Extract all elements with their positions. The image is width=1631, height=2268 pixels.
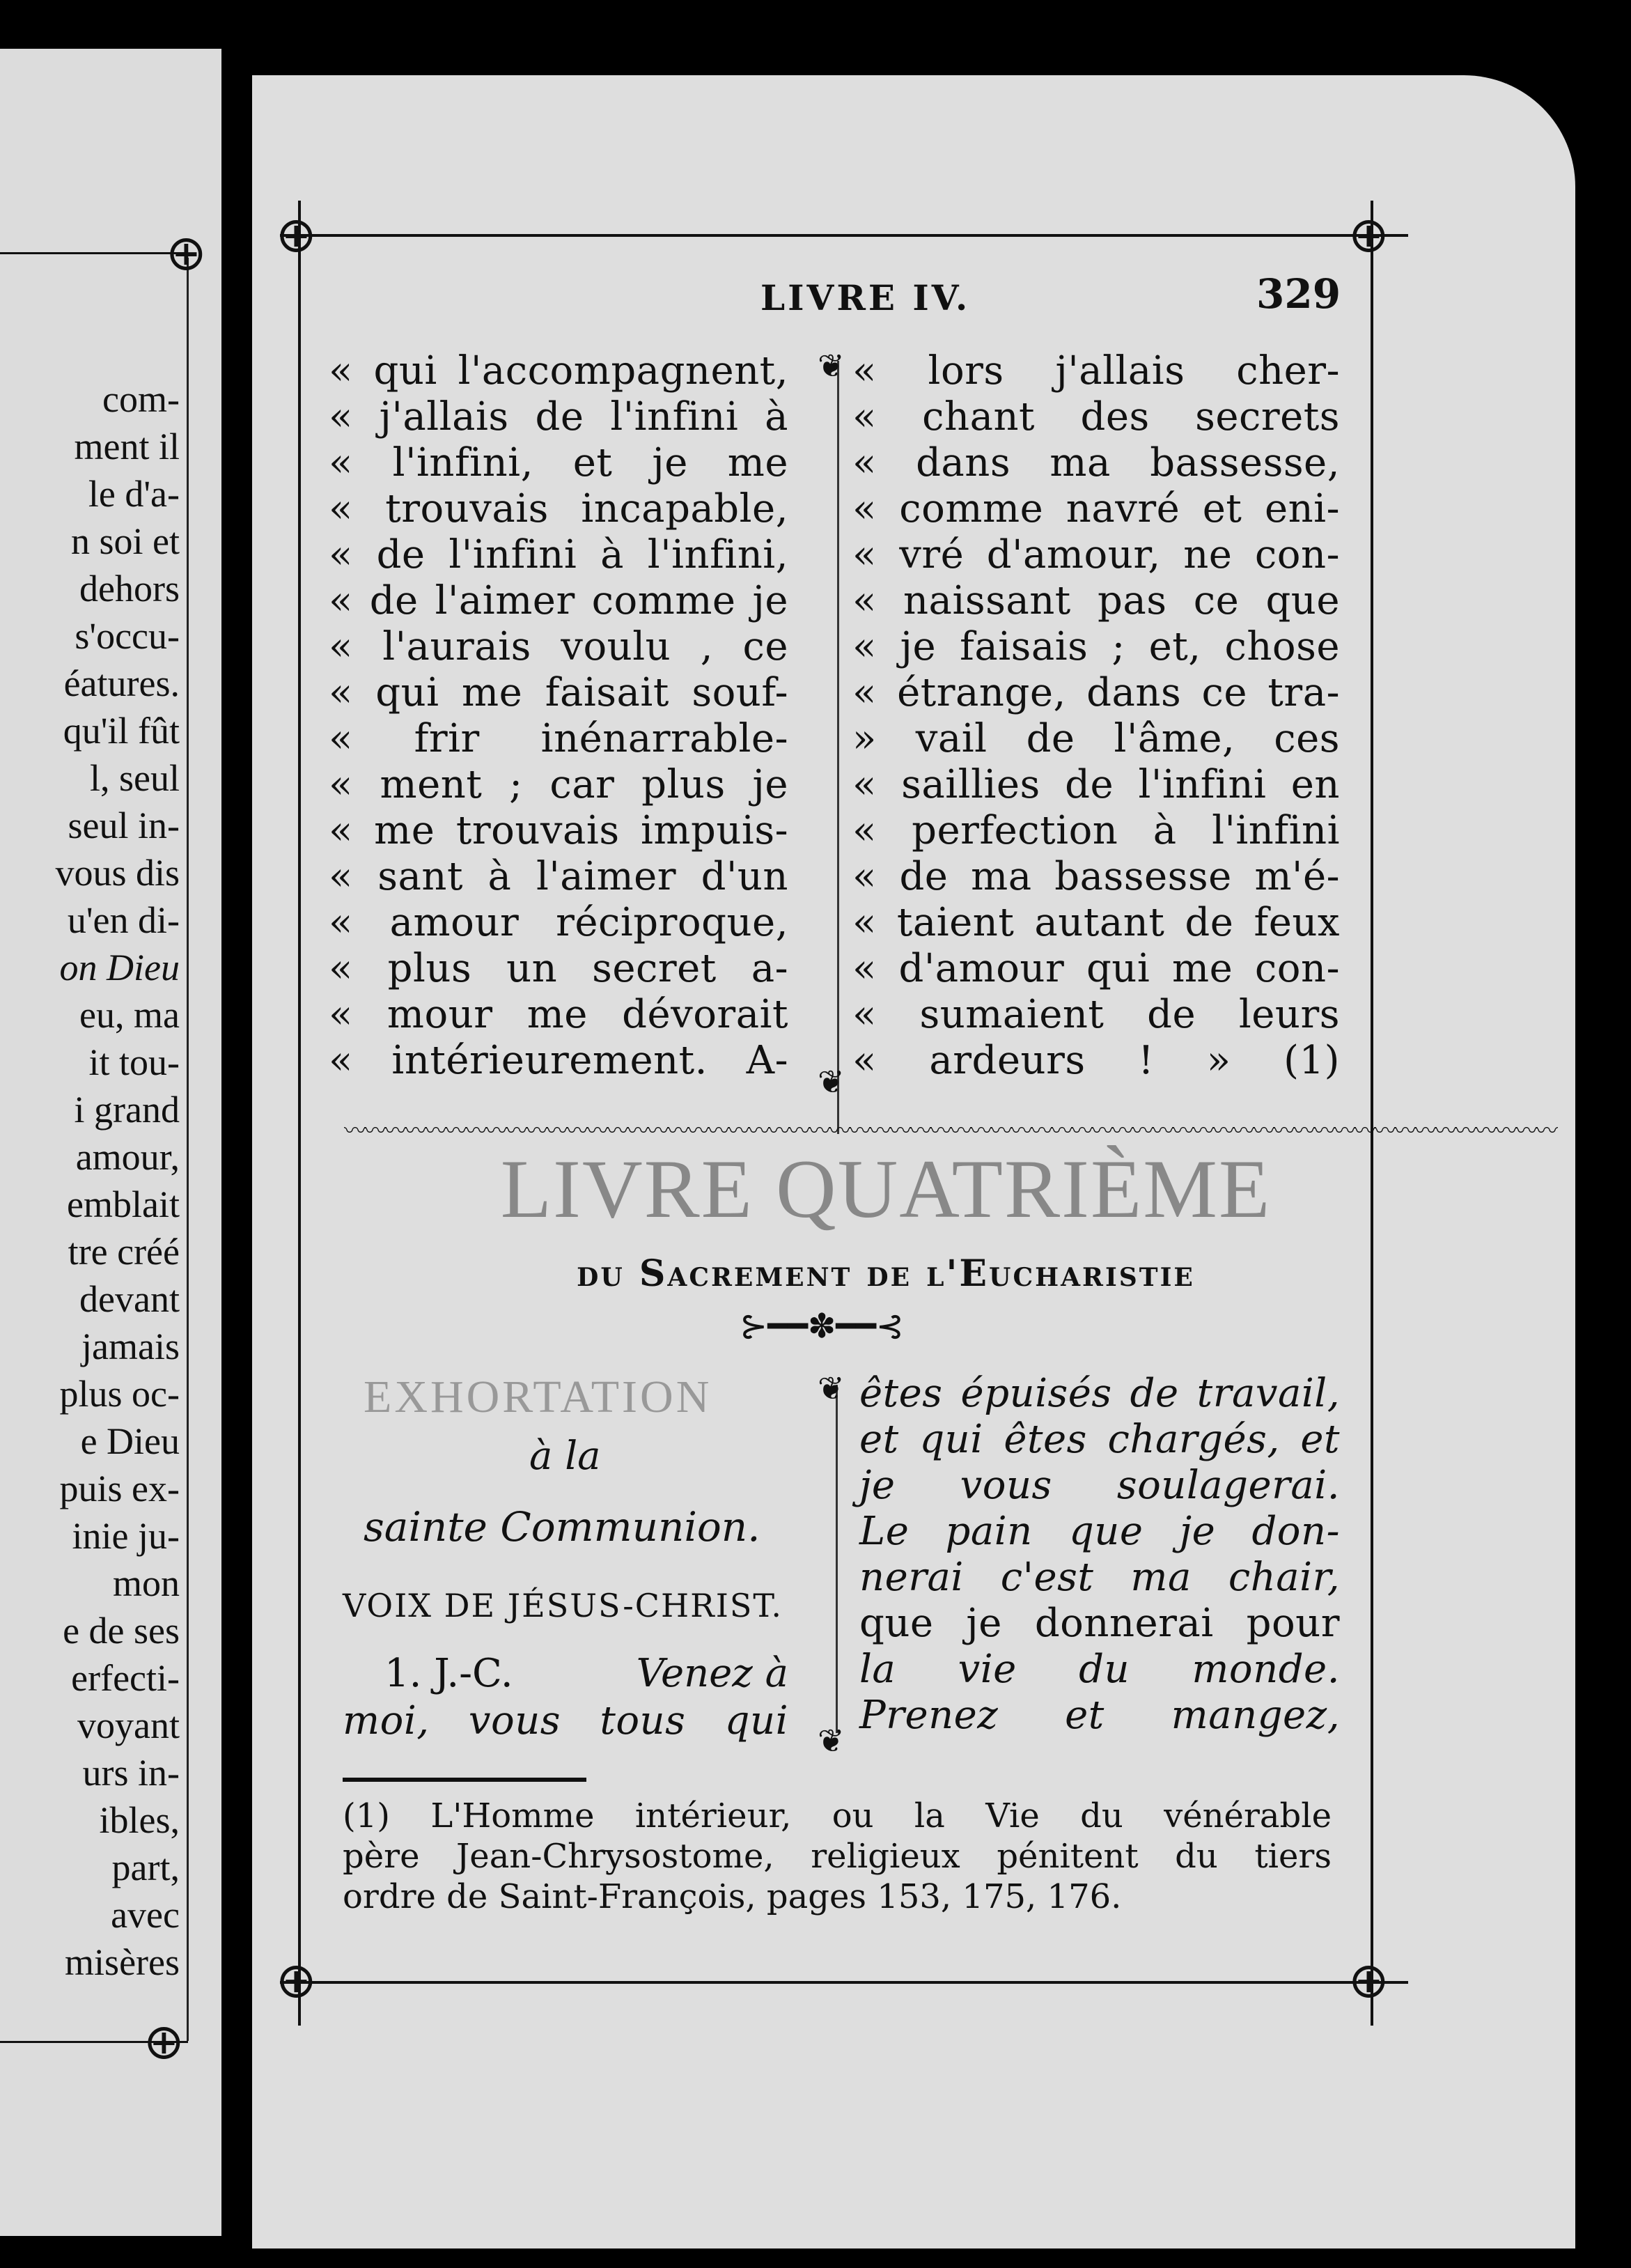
previous-page-line: s'occu-: [75, 615, 180, 657]
text-line: Le pain que je don-: [859, 1509, 1340, 1554]
previous-page-top-rule: [0, 252, 188, 254]
text-line: « j'allais de l'infini à: [329, 394, 788, 440]
previous-page-line: u'en di-: [67, 899, 180, 941]
text-line: « mour me dévorait: [329, 992, 788, 1037]
corner-ornament-icon: ⊕: [1348, 206, 1389, 263]
text-line: « frir inénarrable-: [329, 716, 788, 761]
frame-top-rule: [280, 234, 1408, 237]
text-line: que je donnerai pour: [859, 1601, 1340, 1646]
footnote-rule: [343, 1778, 586, 1782]
flower-ornament-icon: ❦: [818, 1063, 845, 1101]
previous-page-line: l, seul: [90, 757, 180, 799]
text-line: « d'amour qui me con-: [852, 946, 1340, 991]
previous-page-line: misères: [65, 1941, 180, 1983]
book-page: [252, 75, 1575, 2248]
flower-ornament-icon: ❦: [818, 1369, 845, 1407]
verse-number: 1. J.-C.: [384, 1651, 513, 1696]
previous-page-line: mon: [112, 1562, 180, 1604]
text-line: « dans ma bassesse,: [852, 440, 1340, 486]
corner-ornament-icon: ⊕: [166, 224, 207, 281]
footnote-line: (1) L'Homme intérieur, ou la Vie du vénérable: [343, 1796, 1332, 1835]
previous-page-line: jamais: [81, 1326, 180, 1367]
previous-page-line: devant: [79, 1278, 180, 1320]
text-line: « me trouvais impuis-: [329, 808, 788, 853]
corner-ornament-icon: ⊕: [1348, 1952, 1389, 2009]
previous-page-line: voyant: [77, 1704, 180, 1746]
text-line: êtes épuisés de travail,: [859, 1371, 1340, 1416]
text-line: nerai c'est ma chair,: [859, 1555, 1340, 1600]
page-number: 329: [1256, 270, 1341, 318]
wavy-separator: 〰〰〰〰〰〰〰〰〰〰〰〰〰〰〰〰〰〰〰〰〰〰〰〰〰〰〰〰〰〰〰〰〰〰〰〰〰〰〰〰〰〰〰〰〰〰〰〰〰〰〰〰〰〰〰〰〰〰〰〰: [344, 1117, 1556, 1144]
text-line: la vie du monde.: [859, 1647, 1340, 1692]
previous-page-line: dehors: [79, 568, 180, 609]
text-line: « saillies de l'infini en: [852, 762, 1340, 807]
text-line: « l'infini, et je me: [329, 440, 788, 486]
text-line: « intérieurement. A-: [329, 1038, 788, 1083]
footnote-line: père Jean-Chrysostome, religieux pénitent du tiers: [343, 1837, 1332, 1876]
text-line: « qui me faisait souf-: [329, 670, 788, 715]
previous-page-line: vous dis: [55, 852, 180, 894]
previous-page-line: eu, ma: [79, 994, 180, 1036]
text-line: « sumaient de leurs: [852, 992, 1340, 1037]
flower-ornament-icon: ❦: [818, 347, 845, 385]
previous-page-line: le d'a-: [88, 473, 180, 515]
text-line: « de l'aimer comme je: [329, 578, 788, 623]
text-line: Prenez et mangez,: [859, 1693, 1340, 1738]
previous-page-line: n soi et: [71, 520, 180, 562]
lower-right-column: [859, 1371, 1340, 1739]
previous-page-line: amour,: [75, 1136, 180, 1178]
text-line: « sant à l'aimer d'un: [329, 854, 788, 899]
exhortation-a-la: à la: [529, 1434, 601, 1479]
text-line: et qui êtes chargés, et: [859, 1417, 1340, 1462]
previous-page-line: part,: [111, 1847, 180, 1888]
upper-left-column: [329, 348, 788, 1084]
text-line: « lors j'allais cher-: [852, 348, 1340, 394]
previous-page-line: ibles,: [99, 1799, 180, 1841]
corner-ornament-icon: ⊕: [143, 2013, 185, 2070]
previous-page-line: qu'il fût: [63, 710, 180, 752]
text-line: « qui l'accompagnent,: [329, 348, 788, 394]
previous-page-line: seul in-: [68, 805, 180, 846]
flourish-ornament-icon: ⊱━━✽━━⊰: [740, 1307, 905, 1346]
text-line: « naissant pas ce que: [852, 578, 1340, 623]
verse-text: Venez à: [636, 1651, 788, 1696]
text-line: « l'aurais voulu , ce: [329, 624, 788, 669]
text-line: « perfection à l'infini: [852, 808, 1340, 853]
previous-page-line: tre créé: [68, 1231, 180, 1273]
exhortation-heading: EXHORTATION: [364, 1372, 712, 1422]
voice-heading: VOIX DE JÉSUS-CHRIST.: [343, 1587, 783, 1624]
column-divider: [836, 1385, 838, 1733]
frame-right-rule: [1371, 201, 1373, 2026]
section-subtitle: du Sacrement de l'Eucharistie: [577, 1252, 1195, 1295]
exhortation-line-1: [343, 1651, 788, 1697]
previous-page-line: emblait: [67, 1183, 180, 1225]
text-line: « plus un secret a-: [329, 946, 788, 991]
previous-page-line: it tou-: [88, 1041, 180, 1083]
footnote-line: ordre de Saint-François, pages 153, 175, 176.: [343, 1877, 1122, 1916]
text-line: » vail de l'âme, ces: [852, 716, 1340, 761]
text-line: je vous soulagerai.: [859, 1463, 1340, 1508]
previous-page-line: puis ex-: [59, 1468, 180, 1509]
text-line: « vré d'amour, ne con-: [852, 532, 1340, 577]
exhortation-communion: sainte Communion.: [364, 1503, 760, 1551]
text-line: « de l'infini à l'infini,: [329, 532, 788, 577]
frame-bottom-rule: [280, 1981, 1408, 1984]
column-divider: [837, 361, 839, 1134]
previous-page-line: i grand: [74, 1089, 180, 1131]
text-line: « taient autant de feux: [852, 900, 1340, 945]
previous-page-line: inie ju-: [72, 1515, 180, 1557]
text-line: « chant des secrets: [852, 394, 1340, 440]
previous-page-line: e Dieu: [80, 1420, 180, 1462]
previous-page-line: e de ses: [63, 1610, 180, 1652]
running-header: LIVRE IV.: [760, 277, 971, 318]
section-title: LIVRE QUATRIÈME: [500, 1142, 1272, 1235]
text-line: « comme navré et eni-: [852, 486, 1340, 531]
previous-page-line: ment il: [74, 426, 180, 467]
text-line: « je faisais ; et, chose: [852, 624, 1340, 669]
exhortation-line-2: moi, vous tous qui: [343, 1698, 788, 1743]
previous-page-line: on Dieu: [59, 947, 180, 988]
previous-page-border: [187, 258, 189, 2041]
text-line: « étrange, dans ce tra-: [852, 670, 1340, 715]
text-line: « amour réciproque,: [329, 900, 788, 945]
text-line: « de ma bassesse m'é-: [852, 854, 1340, 899]
text-line: « ment ; car plus je: [329, 762, 788, 807]
previous-page-line: éatures.: [63, 662, 180, 704]
footnote: [343, 1796, 1332, 1917]
frame-left-rule: [298, 201, 301, 2026]
previous-page-fragment: [0, 49, 221, 2236]
previous-page-line: urs in-: [82, 1752, 180, 1794]
previous-page-line: erfecti-: [71, 1657, 180, 1699]
flower-ornament-icon: ❦: [818, 1722, 845, 1760]
text-line: « trouvais incapable,: [329, 486, 788, 531]
upper-right-column: [852, 348, 1340, 1084]
text-line: « ardeurs ! » (1): [852, 1038, 1340, 1083]
previous-page-line: com-: [102, 378, 180, 420]
corner-ornament-icon: ⊕: [276, 1952, 317, 2009]
previous-page-line: avec: [111, 1894, 180, 1936]
previous-page-line: plus oc-: [59, 1373, 180, 1415]
corner-ornament-icon: ⊕: [276, 206, 317, 263]
